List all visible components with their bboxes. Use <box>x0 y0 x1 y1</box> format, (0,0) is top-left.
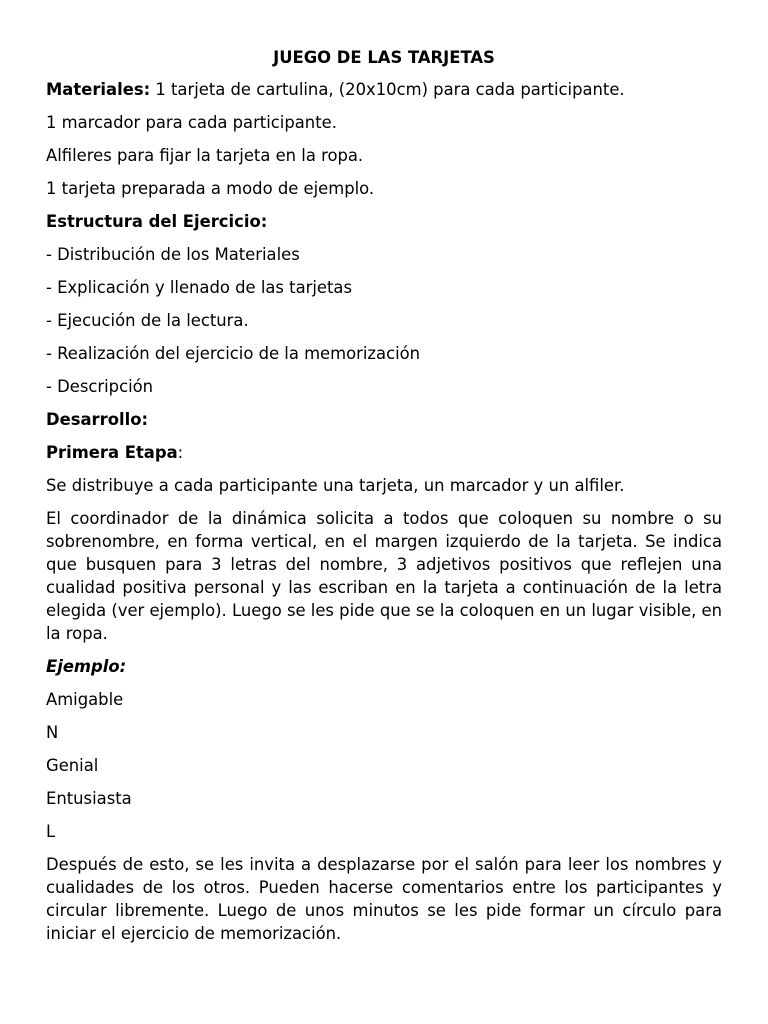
estructura-item: - Explicación y llenado de las tarjetas <box>46 278 353 297</box>
estructura-item: - Realización del ejercicio de la memorización <box>46 344 421 363</box>
paragraph-distribuye: Se distribuye a cada participante una tarjeta, un marcador y un alfiler. <box>46 476 625 495</box>
estructura-item: - Descripción <box>46 377 154 396</box>
estructura-heading: Estructura del Ejercicio: <box>46 212 268 231</box>
estructura-item: - Distribución de los Materiales <box>46 245 300 264</box>
estructura-item: - Ejecución de la lectura. <box>46 311 249 330</box>
ejemplo-item: N <box>46 723 59 742</box>
paragraph-coordinador: El coordinador de la dinámica solicita a todos que coloquen su nombre o su sobrenombre, en forma vertical, en el margen izquierdo de la tarjeta. Se indica que busquen para 3 letras del nombre, 3 adjetivos positivos que reflejen una cualidad positiva personal y las escriban en la tarjeta a continuación de la letra elegida (ver ejemplo). Luego se les pide que se la coloquen en un lugar visible, en la ropa. <box>46 509 722 643</box>
primera-etapa-heading: Primera Etapa: <box>46 443 184 462</box>
materiales-label: Materiales: <box>46 80 151 99</box>
desarrollo-heading: Desarrollo: <box>46 410 149 429</box>
ejemplo-item: Amigable <box>46 690 124 709</box>
ejemplo-item: L <box>46 822 56 841</box>
ejemplo-item: Entusiasta <box>46 789 132 808</box>
tarjeta-line: 1 tarjeta preparada a modo de ejemplo. <box>46 179 375 198</box>
document-body <box>46 78 722 945</box>
document-title: JUEGO DE LAS TARJETAS <box>273 48 495 67</box>
alfileres-line: Alfileres para fijar la tarjeta en la ropa. <box>46 146 364 165</box>
materiales-line <box>46 78 722 101</box>
ejemplo-heading: Ejemplo: <box>46 657 127 676</box>
marcador-line: 1 marcador para cada participante. <box>46 113 337 132</box>
materiales-text: 1 tarjeta de cartulina, (20x10cm) para cada participante. <box>150 80 625 99</box>
paragraph-despues: Después de esto, se les invita a desplazarse por el salón para leer los nombres y cualidades de los otros. Pueden hacerse comentarios entre los participantes y circular libremente. Luego de unos minutos se les pide formar un círculo para iniciar el ejercicio de memorización. <box>46 855 722 943</box>
ejemplo-item: Genial <box>46 756 99 775</box>
